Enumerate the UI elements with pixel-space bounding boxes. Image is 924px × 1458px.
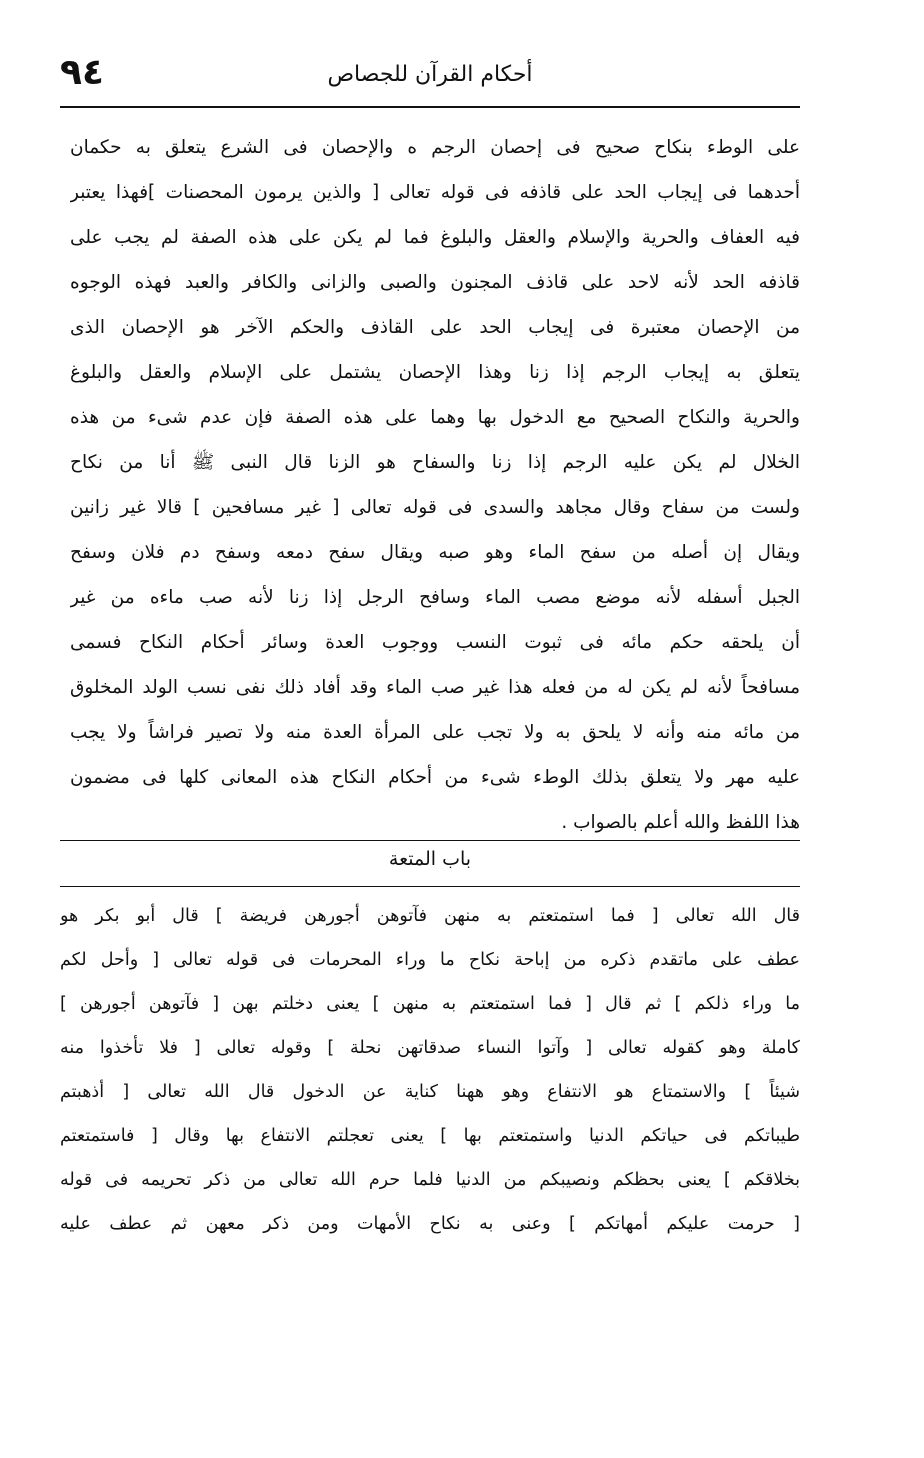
text-line: أن يلحقه حكم مائه فى ثبوت النسب ووجوب العدة وسائر أحكام النكاح فسمى (70, 632, 800, 653)
text-line: قاذفه الحد لأنه لاحد على قاذف المجنون والصبى والزانى والكافر والعبد فهذه الوجوه (70, 272, 800, 293)
text-line: مسافحاً لأنه لم يكن له من فعله هذا غير صب الماء وقد أفاد ذلك نفى نسب الولد المخلوق (70, 677, 800, 698)
text-line: من الإحصان معتبرة فى إيجاب الحد على القاذف والحكم الآخر هو الإحصان الذى (70, 317, 800, 338)
text-line: على الوطء بنكاح صحيح فى إحصان الرجم ه والإحصان فى الشرع يتعلق به حكمان (70, 137, 800, 158)
text-line: يتعلق به إيجاب الرجم إذا زنا وهذا الإحصان يشتمل على الإسلام والعقل والبلوغ (70, 362, 800, 383)
text-line: هذا اللفظ والله أعلم بالصواب . (561, 812, 800, 833)
text-line: ويقال إن أصله من سفح الماء وهو صبه ويقال سفح دمعه وسفح دم فلان وسفح (70, 542, 800, 563)
text-line: أحدهما فى إيجاب الحد على قاذفه فى قوله تعالى [ والذين يرمون المحصنات ]فهذا يعتبر (70, 182, 800, 203)
book-title: أحكام القرآن للجصاص (327, 62, 533, 87)
text-line: عليه مهر ولا يتعلق بذلك الوطء شىء من أحكام النكاح هذه المعانى كلها فى مضمون (70, 767, 800, 788)
text-line: الخلال لم يكن عليه الرجم إذا زنا والسفاح هو الزنا قال النبى ﷺ أنا من نكاح (70, 452, 800, 473)
text-line: من مائه منه وأنه لا يلحق به ولا تجب على المرأة العدة منه ولا تصير فراشاً ولا يجب (70, 722, 800, 743)
text-line: شيئاً ] والاستمتاع هو الانتفاع وهو ههنا كناية عن الدخول قال الله تعالى [ أذهبتم (60, 1082, 800, 1102)
text-line: بخلاقكم ] يعنى بحظكم ونصيبكم من الدنيا فلما حرم الله تعالى من ذكر تحريمه فى قوله (60, 1170, 800, 1190)
text-line: فيه العفاف والحرية والإسلام والعقل والبلوغ فما لم يكن على هذه الصفة لم يجب على (70, 227, 800, 248)
page-number: ٩٤ (60, 52, 104, 93)
section-divider-top (60, 840, 800, 841)
section-divider-bottom (60, 886, 800, 887)
text-line: والحرية والنكاح الصحيح مع الدخول بها وهما على هذه الصفة فإن عدم شىء من هذه (70, 407, 800, 428)
section-heading: باب المتعة (388, 848, 472, 870)
text-line: ما وراء ذلكم ] ثم قال [ فما استمتعتم به منهن ] يعنى دخلتم بهن [ فآتوهن أجورهن ] (60, 994, 800, 1014)
text-line: الجبل أسفله لأنه موضع مصب الماء وسافح الرجل إذا زنا لأنه صب ماءه من غير (70, 587, 800, 608)
text-line: ولست من سفاح وقال مجاهد والسدى فى قوله تعالى [ غير مسافحين ] قالا غير زانين (70, 497, 800, 518)
text-line: قال الله تعالى [ فما استمتعتم به منهن فآتوهن أجورهن فريضة ] قال أبو بكر هو (60, 906, 800, 926)
section-text-block (60, 894, 800, 1246)
text-line: طيباتكم فى حياتكم الدنيا واستمتعتم بها ] يعنى تعجلتم الانتفاع بها وقال [ فاستمتعتم (60, 1126, 800, 1146)
page-header (60, 52, 800, 106)
header-divider (60, 106, 800, 108)
main-text-block (70, 125, 800, 845)
text-line: عطف على ماتقدم ذكره من إباحة نكاح ما وراء المحرمات فى قوله تعالى [ وأحل لكم (60, 950, 800, 970)
text-line: كاملة وهو كقوله تعالى [ وآتوا النساء صدقاتهن نحلة ] وقوله تعالى [ فلا تأخذوا منه (60, 1038, 800, 1058)
text-line: [ حرمت عليكم أمهاتكم ] وعنى به نكاح الأمهات ومن ذكر معهن ثم عطف عليه (60, 1214, 800, 1234)
